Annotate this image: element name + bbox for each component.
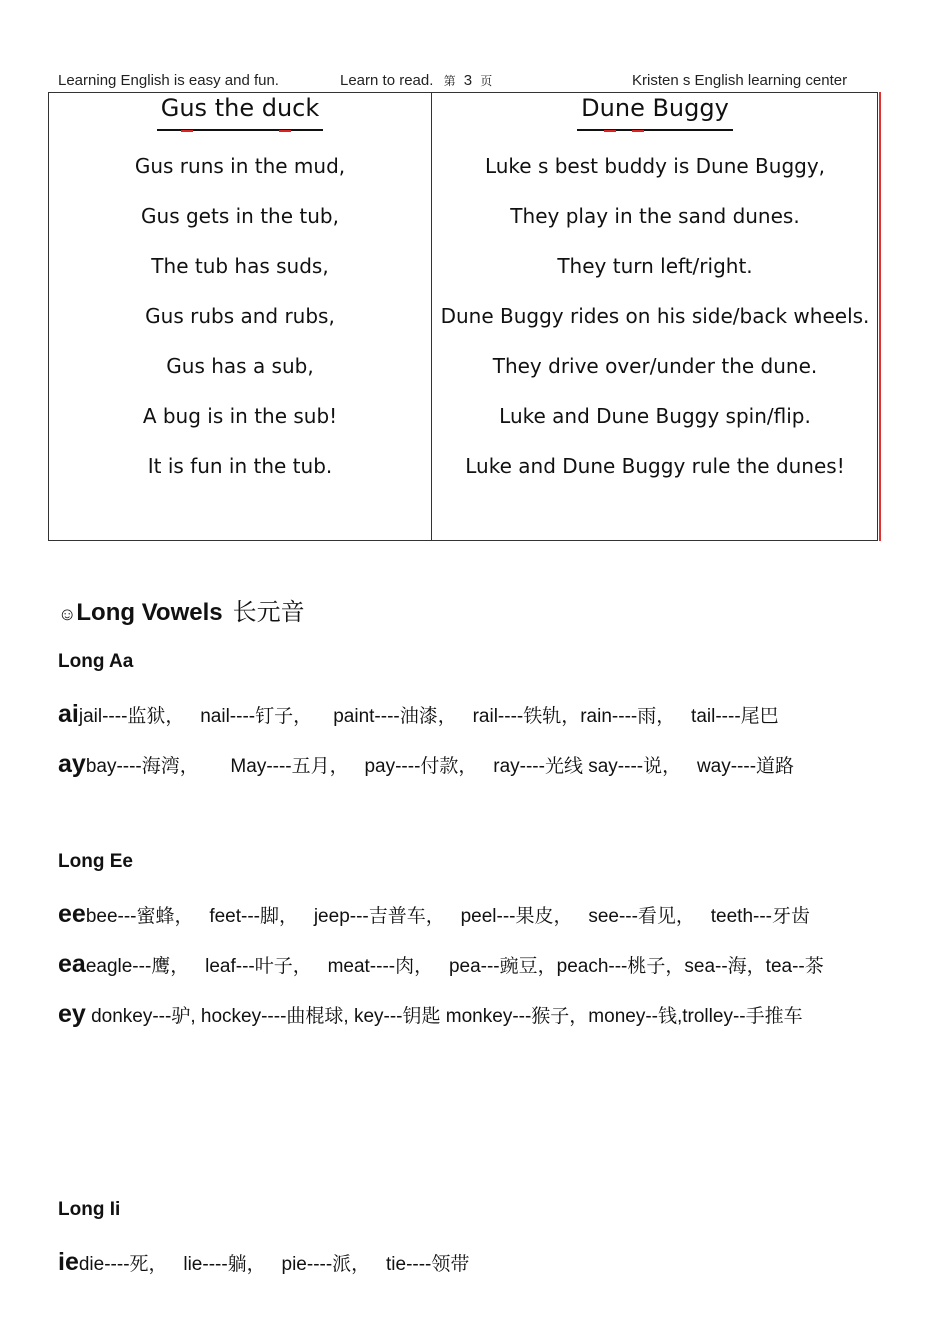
poem-right-line: Dune Buggy rides on his side/back wheels. <box>440 304 870 328</box>
red-underline-mark <box>181 130 193 132</box>
section-title-cn: 长元音 <box>232 599 305 626</box>
vowel-word-row <box>58 1000 803 1029</box>
vowel-combo: ai <box>58 700 79 728</box>
poem-left-line: It is fun in the tub. <box>147 454 333 478</box>
vowel-word-row <box>58 1248 469 1277</box>
vowel-word-list: donkey---驴, hockey----曲棍球, key---钥匙 monkey---猴子，money--钱,trolley--手推车 <box>85 1006 803 1027</box>
poem-right-line: They play in the sand dunes. <box>510 204 800 228</box>
vowel-combo: ea <box>58 950 86 978</box>
poem-right-line: Luke and Dune Buggy spin/flip. <box>499 404 811 428</box>
red-underline-mark <box>604 130 616 132</box>
vowel-word-list: bay----海湾， May----五月， pay----付款， ray----光线 say----说， way----道路 <box>85 756 795 777</box>
header-left-text: Learning English is easy and fun. <box>58 72 279 89</box>
vowel-word-list: bee---蜜蜂， feet---脚， jeep---吉普车， peel---果皮， see---看见， teeth---牙齿 <box>85 906 811 927</box>
vowel-group-heading: Long Ii <box>58 1199 121 1220</box>
poem-left-lines <box>49 141 431 491</box>
vowel-word-row <box>58 750 794 779</box>
vowel-combo: ee <box>58 900 86 928</box>
poem-left-line: A bug is in the sub! <box>142 404 338 428</box>
poem-right-line: Luke s best buddy is Dune Buggy, <box>484 154 826 178</box>
vowel-word-row <box>58 900 810 929</box>
vowel-combo: ay <box>58 750 86 778</box>
poem-right-line: They turn left/right. <box>557 254 753 278</box>
poem-right-lines <box>432 141 878 491</box>
poem-left-line: Gus gets in the tub, <box>141 204 339 228</box>
poem-table <box>48 92 878 541</box>
poem-right-line: They drive over/under the dune. <box>492 354 818 378</box>
vowel-word-list: eagle---鹰， leaf---叶子， meat----肉， pea---豌豆，peach---桃子，sea--海，tea--茶 <box>85 956 824 977</box>
vowel-combo: ey <box>58 1000 86 1028</box>
vowel-combo: ie <box>58 1248 79 1276</box>
poem-left-line: Gus has a sub, <box>166 354 314 378</box>
header-mid-text: Learn to read. <box>340 72 434 89</box>
vowel-group-heading: Long Aa <box>58 651 134 672</box>
header-di: 第 <box>443 74 456 88</box>
red-underline-mark <box>279 130 291 132</box>
poem-right-line: Luke and Dune Buggy rule the dunes! <box>465 454 845 478</box>
page-number: 3 <box>463 72 473 89</box>
red-margin-line <box>879 92 881 541</box>
poem-left <box>49 93 432 540</box>
poem-right-title: Dune Buggy <box>577 93 733 131</box>
vowel-group-heading: Long Ee <box>58 851 133 872</box>
page-header <box>58 72 858 92</box>
vowel-word-row <box>58 950 824 979</box>
section-title-text: Long Vowels <box>76 599 223 626</box>
vowel-word-list: die----死， lie----躺， pie----派， tie----领带 <box>78 1254 470 1275</box>
header-right-text: Kristen s English learning center <box>632 72 848 89</box>
vowel-word-list: jail----监狱， nail----钉子， paint----油漆， rail----铁轨，rain----雨， tail----尾巴 <box>78 706 779 727</box>
vowel-word-row <box>58 700 779 729</box>
header-page-info <box>340 72 492 89</box>
poem-left-title: Gus the duck <box>157 93 324 131</box>
header-ye: 页 <box>480 74 493 88</box>
poem-left-line: Gus runs in the mud, <box>134 154 346 178</box>
red-underline-mark <box>632 130 644 132</box>
section-title <box>58 592 305 627</box>
poem-left-line: Gus rubs and rubs, <box>145 304 335 328</box>
smiley-icon: ☺ <box>58 604 77 624</box>
poem-right <box>432 93 878 540</box>
poem-left-line: The tub has suds, <box>151 254 329 278</box>
